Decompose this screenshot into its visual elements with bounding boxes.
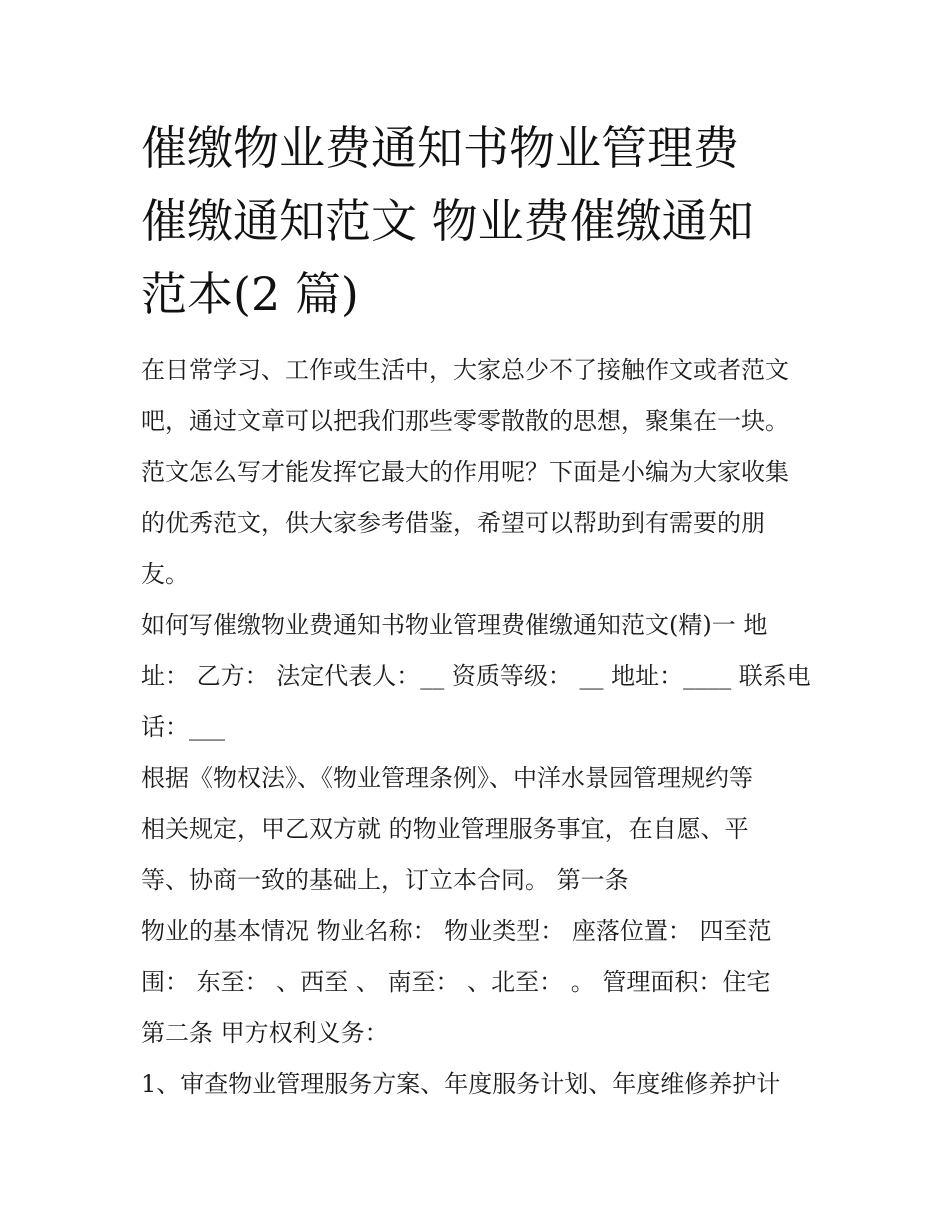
text-line: 在日常学习、工作或生活中，大家总少不了接触作文或者范文 xyxy=(141,356,789,384)
text-line: 根据《物权法》、《物业管理条例》、中洋水景园管理规约等 xyxy=(141,764,753,792)
title-line: 催缴物业费通知书物业管理费 xyxy=(141,121,739,175)
title-line: 范本(2 篇) xyxy=(141,267,359,321)
intro-paragraph xyxy=(141,345,821,600)
text-line: 等、协商一致的基础上，订立本合同。 第一条 xyxy=(141,866,629,894)
article-heading xyxy=(141,1008,821,1059)
heading-paragraph xyxy=(141,600,821,753)
text-line: 话：___ xyxy=(141,713,225,741)
text-line: 围： 东至： 、西至 、 南至： 、北至： 。 管理面积：住宅 xyxy=(141,968,771,996)
list-item xyxy=(141,1059,821,1110)
text-line: 址： 乙方： 法定代表人：__ 资质等级： __ 地址：____ 联系电 xyxy=(141,662,811,690)
property-basics xyxy=(141,906,821,1008)
text-line: 相关规定，甲乙双方就 的物业管理服务事宜，在自愿、平 xyxy=(141,815,749,843)
text-line: 第二条 甲方权利义务： xyxy=(141,1019,389,1047)
text-line: 吧，通过文章可以把我们那些零零散散的思想，聚集在一块。 xyxy=(141,407,789,435)
text-line: 友。 xyxy=(141,560,189,588)
text-line: 如何写催缴物业费通知书物业管理费催缴通知范文(精)一 地 xyxy=(141,611,768,639)
text-line: 物业的基本情况 物业名称： 物业类型： 座落位置： 四至范 xyxy=(141,917,772,945)
text-line: 的优秀范文，供大家参考借鉴，希望可以帮助到有需要的朋 xyxy=(141,509,765,537)
document-page xyxy=(141,112,821,1110)
title-line: 催缴通知范文 物业费催缴通知 xyxy=(141,194,754,248)
text-line: 1、审查物业管理服务方案、年度服务计划、年度维修养护计 xyxy=(141,1070,781,1098)
text-line: 范文怎么写才能发挥它最大的作用呢？下面是小编为大家收集 xyxy=(141,458,789,486)
document-title xyxy=(141,112,821,331)
contract-preamble xyxy=(141,753,821,906)
